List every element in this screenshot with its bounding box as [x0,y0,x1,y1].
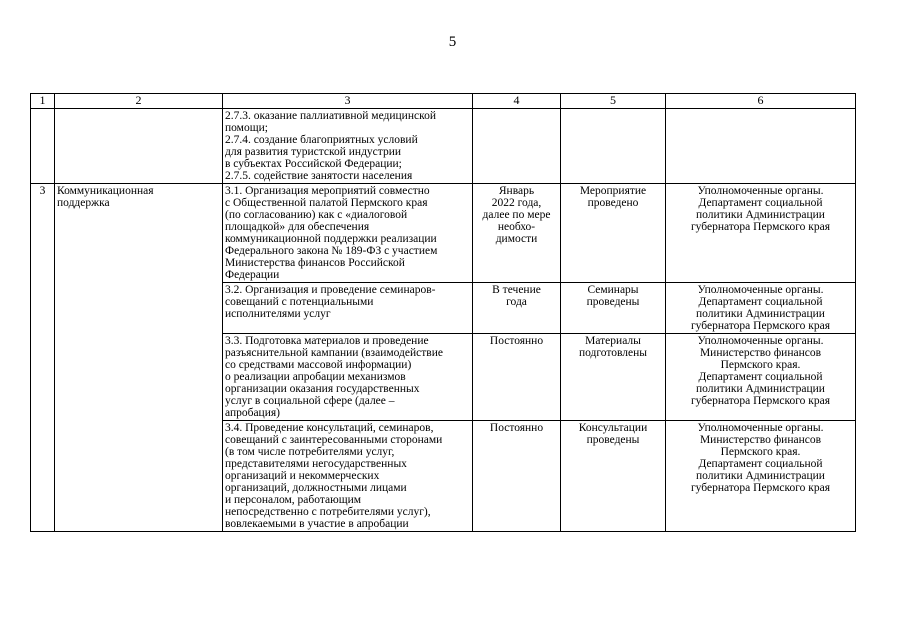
activity-cell-line: о реализации апробации механизмов [225,371,406,383]
activity-cell-line: организации оказания государственных [225,383,420,395]
activity-cell-line: Федерации [225,269,280,281]
activity-cell-line: совещаний с заинтересованными сторонами [225,434,443,446]
page-number: 5 [448,34,457,50]
activity-cell-line: услуг в социальной сфере (далее – [225,395,395,407]
term-cell [473,184,561,283]
section-number-cell: 3 [31,184,55,532]
table-row [31,184,856,283]
activity-cell-line: в субъектах Российской Федерации; [225,158,402,170]
result-cell [561,184,666,283]
activity-cell-line: (по согласованию) как с «диалоговой [225,209,408,221]
activity-cell-line: коммуникационной поддержки реализации [225,233,437,245]
activity-cell-line: 3.4. Проведение консультаций, семинаров, [225,422,434,434]
result-cell [561,334,666,421]
header-row [31,94,856,109]
direction-cell-line: Коммуникационная [57,185,154,197]
table-body [31,109,856,532]
responsible-cell-line: политики Администрации [696,308,825,320]
direction-cell [55,109,223,184]
term-cell [473,283,561,334]
term-cell-line: димости [495,233,538,245]
responsible-cell [666,421,856,532]
term-cell-line: Постоянно [489,335,544,347]
result-cell-line: проведено [587,197,639,209]
term-cell-line: Постоянно [489,422,544,434]
activity-cell-line: совещаний с потенциальными [225,296,374,308]
responsible-cell-line: Департамент социальной [698,458,823,470]
result-cell-line: проведены [586,296,640,308]
responsible-cell-line: Департамент социальной [698,371,823,383]
result-cell [561,421,666,532]
activity-cell-line: площадкой» для обеспечения [225,221,370,233]
activity-cell [223,184,473,283]
responsible-cell-line: Уполномоченные органы. [697,422,824,434]
responsible-cell-line: губернатора Пермского края [690,395,831,407]
responsible-cell-line: политики Администрации [696,209,825,221]
result-cell-line: подготовлены [578,347,648,359]
activity-cell-line: Министерства финансов Российской [225,257,405,269]
responsible-cell-line: губернатора Пермского края [690,482,831,494]
activity-cell [223,421,473,532]
activity-cell-line: Федерального закона № 189-ФЗ с участием [225,245,438,257]
activity-cell-line: представителями негосударственных [225,458,407,470]
column-header-2: 2 [55,94,223,109]
activity-cell-line: 3.3. Подготовка материалов и проведение [225,335,429,347]
row-number-cell [31,109,55,184]
activity-cell-line: 2.7.4. создание благоприятных условий [225,134,418,146]
result-cell-line: Материалы [585,335,641,347]
activity-cell-line: и персоналом, работающим [225,494,362,506]
activity-cell-line: помощи; [225,122,268,134]
direction-cell [55,184,223,532]
responsible-cell [666,334,856,421]
term-cell-line: необхо- [497,221,536,233]
column-header-4: 4 [473,94,561,109]
activity-cell-line: разъяснительной кампании (взаимодействие [225,347,443,359]
activity-cell-line: апробация) [225,407,280,419]
activity-cell-line: 3.2. Организация и проведение семинаров- [225,284,436,296]
term-cell-line: далее по мере [482,209,551,221]
table-row [31,109,856,184]
activity-cell-line: 2.7.5. содействие занятости населения [225,170,413,182]
responsible-cell-line: Департамент социальной [698,197,823,209]
column-header-3: 3 [223,94,473,109]
responsible-cell-line: Пермского края. [720,359,801,371]
responsible-cell-line: Департамент социальной [698,296,823,308]
term-cell-line: В течение [492,284,541,296]
responsible-cell-line: политики Администрации [696,470,825,482]
responsible-cell-line: Пермского края. [720,446,801,458]
responsible-cell-line: Уполномоченные органы. [697,335,824,347]
activity-cell-line: исполнителями услуг [225,308,331,320]
term-cell-line: Январь [498,185,535,197]
responsible-cell [666,184,856,283]
result-cell [561,283,666,334]
activity-cell [223,283,473,334]
responsible-cell-line: Министерство финансов [699,434,822,446]
responsible-cell-line: Уполномоченные органы. [697,185,824,197]
responsible-cell [666,109,856,184]
activity-cell [223,334,473,421]
activity-cell-line: вовлекаемыми в участие в апробации [225,518,409,530]
result-cell-line: Консультации [578,422,648,434]
term-cell [473,334,561,421]
activity-cell-line: организаций, должностными лицами [225,482,407,494]
column-header-5: 5 [561,94,666,109]
result-cell-line: Семинары [587,284,639,296]
result-cell-line: Мероприятие [579,185,647,197]
activity-cell-line: для развития туристской индустрии [225,146,402,158]
result-cell-line: проведены [586,434,640,446]
responsible-cell-line: губернатора Пермского края [690,320,831,332]
activity-cell-line: (в том числе потребителями услуг, [225,446,395,458]
activity-cell-line: организаций и некоммерческих [225,470,380,482]
activity-cell [223,109,473,184]
term-cell-line: года [506,296,527,308]
column-header-1: 1 [31,94,55,109]
term-cell [473,109,561,184]
activity-cell-line: с Общественной палатой Пермского края [225,197,428,209]
responsible-cell-line: Уполномоченные органы. [697,284,824,296]
activity-cell-line: 3.1. Организация мероприятий совместно [225,185,430,197]
plan-table [30,93,856,532]
column-header-6: 6 [666,94,856,109]
responsible-cell-line: губернатора Пермского края [690,221,831,233]
activity-cell-line: со средствами массовой информации) [225,359,412,371]
responsible-cell [666,283,856,334]
direction-cell-line: поддержка [57,197,110,209]
responsible-cell-line: Министерство финансов [699,347,822,359]
term-cell-line: 2022 года, [491,197,542,209]
activity-cell-line: 2.7.3. оказание паллиативной медицинской [225,110,437,122]
result-cell [561,109,666,184]
activity-cell-line: непосредственно с потребителями услуг), [225,506,431,518]
responsible-cell-line: политики Администрации [696,383,825,395]
term-cell [473,421,561,532]
